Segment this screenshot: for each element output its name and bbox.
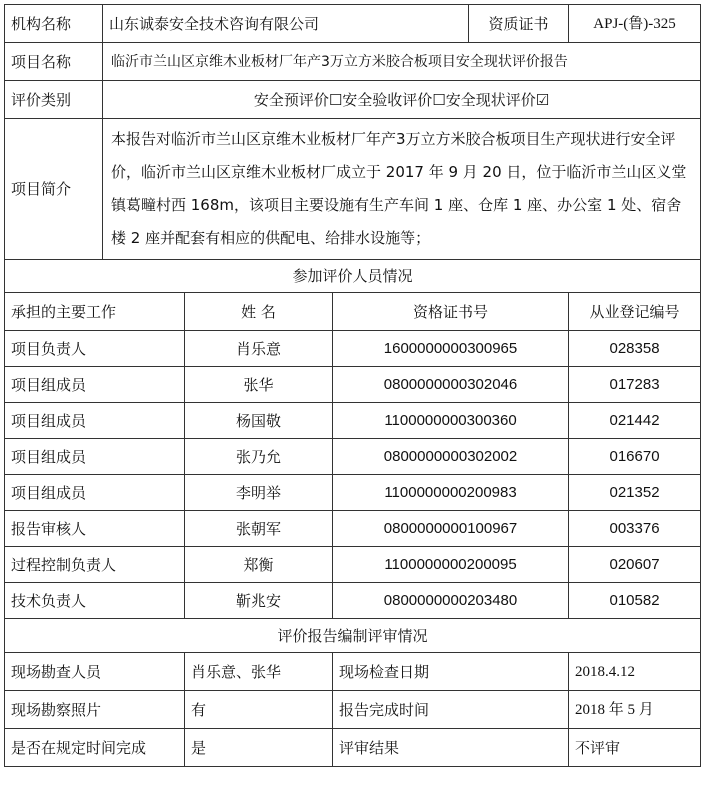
person-name: 张朝军 [185, 511, 333, 547]
org-label: 机构名称 [5, 5, 103, 43]
photos-value: 有 [185, 691, 333, 729]
person-role: 技术负责人 [5, 583, 185, 619]
report-done-label: 报告完成时间 [333, 691, 569, 729]
project-value: 临沂市兰山区京维木业板材厂年产3万立方米胶合板项目安全现状评价报告 [103, 43, 701, 81]
survey-people-label: 现场勘查人员 [5, 653, 185, 691]
personnel-section-title: 参加评价人员情况 [5, 260, 701, 293]
person-name: 靳兆安 [185, 583, 333, 619]
person-role: 项目组成员 [5, 475, 185, 511]
person-cert: 0800000000100967 [333, 511, 569, 547]
person-name: 李明举 [185, 475, 333, 511]
intro-row [5, 119, 701, 260]
person-role: 项目组成员 [5, 367, 185, 403]
review-section-row [5, 619, 701, 653]
table-row [5, 331, 701, 367]
table-row [5, 547, 701, 583]
person-name: 杨国敬 [185, 403, 333, 439]
person-reg: 017283 [569, 367, 701, 403]
type-value: 安全预评价☐安全验收评价☐安全现状评价☑ [103, 81, 701, 119]
person-name: 张乃允 [185, 439, 333, 475]
table-row [5, 511, 701, 547]
survey-date-label: 现场检查日期 [333, 653, 569, 691]
result-label: 评审结果 [333, 729, 569, 767]
column-header-name: 姓 名 [185, 293, 333, 331]
column-header-role: 承担的主要工作 [5, 293, 185, 331]
survey-people-value: 肖乐意、张华 [185, 653, 333, 691]
person-name: 张华 [185, 367, 333, 403]
person-reg: 021352 [569, 475, 701, 511]
table-row [5, 367, 701, 403]
person-name: 郑衡 [185, 547, 333, 583]
person-cert: 1600000000300965 [333, 331, 569, 367]
person-reg: 003376 [569, 511, 701, 547]
intro-label: 项目简介 [5, 119, 103, 260]
personnel-section-row [5, 260, 701, 293]
person-reg: 016670 [569, 439, 701, 475]
project-label: 项目名称 [5, 43, 103, 81]
person-cert: 1100000000200095 [333, 547, 569, 583]
person-role: 项目负责人 [5, 331, 185, 367]
person-cert: 1100000000300360 [333, 403, 569, 439]
type-label: 评价类别 [5, 81, 103, 119]
person-cert: 1100000000200983 [333, 475, 569, 511]
photos-label: 现场勘察照片 [5, 691, 185, 729]
person-reg: 028358 [569, 331, 701, 367]
person-name: 肖乐意 [185, 331, 333, 367]
table-row [5, 403, 701, 439]
table-row [5, 439, 701, 475]
survey-date-value: 2018.4.12 [569, 653, 701, 691]
person-reg: 020607 [569, 547, 701, 583]
intro-value: 本报告对临沂市兰山区京维木业板材厂年产3万立方米胶合板项目生产现状进行安全评价，临沂市兰山区京维木业板材厂成立于 2017 年 9 月 20 日，位于临沂市兰山区义堂镇葛疃村西 168m，该项目主要设施有生产车间 1 座、仓库 1 座、办公室 1 处、宿舍楼 2 座并配套有相应的供配电、给排水设施等； [103, 119, 701, 260]
person-role: 报告审核人 [5, 511, 185, 547]
person-reg: 021442 [569, 403, 701, 439]
review-row-1 [5, 653, 701, 691]
project-row [5, 43, 701, 81]
table-row [5, 583, 701, 619]
cert-value: APJ-(鲁)-325 [569, 5, 701, 43]
org-value: 山东诚泰安全技术咨询有限公司 [103, 5, 469, 43]
person-cert: 0800000000203480 [333, 583, 569, 619]
personnel-header-row [5, 293, 701, 331]
report-done-value: 2018 年 5 月 [569, 691, 701, 729]
ontime-label: 是否在规定时间完成 [5, 729, 185, 767]
type-row [5, 81, 701, 119]
table-row [5, 475, 701, 511]
review-row-2 [5, 691, 701, 729]
person-cert: 0800000000302002 [333, 439, 569, 475]
person-role: 项目组成员 [5, 403, 185, 439]
cert-label: 资质证书 [469, 5, 569, 43]
column-header-reg: 从业登记编号 [569, 293, 701, 331]
review-section-title: 评价报告编制评审情况 [5, 619, 701, 653]
person-reg: 010582 [569, 583, 701, 619]
report-info-table [4, 4, 701, 767]
review-row-3 [5, 729, 701, 767]
result-value: 不评审 [569, 729, 701, 767]
ontime-value: 是 [185, 729, 333, 767]
org-row [5, 5, 701, 43]
column-header-cert: 资格证书号 [333, 293, 569, 331]
person-role: 过程控制负责人 [5, 547, 185, 583]
person-role: 项目组成员 [5, 439, 185, 475]
person-cert: 0800000000302046 [333, 367, 569, 403]
